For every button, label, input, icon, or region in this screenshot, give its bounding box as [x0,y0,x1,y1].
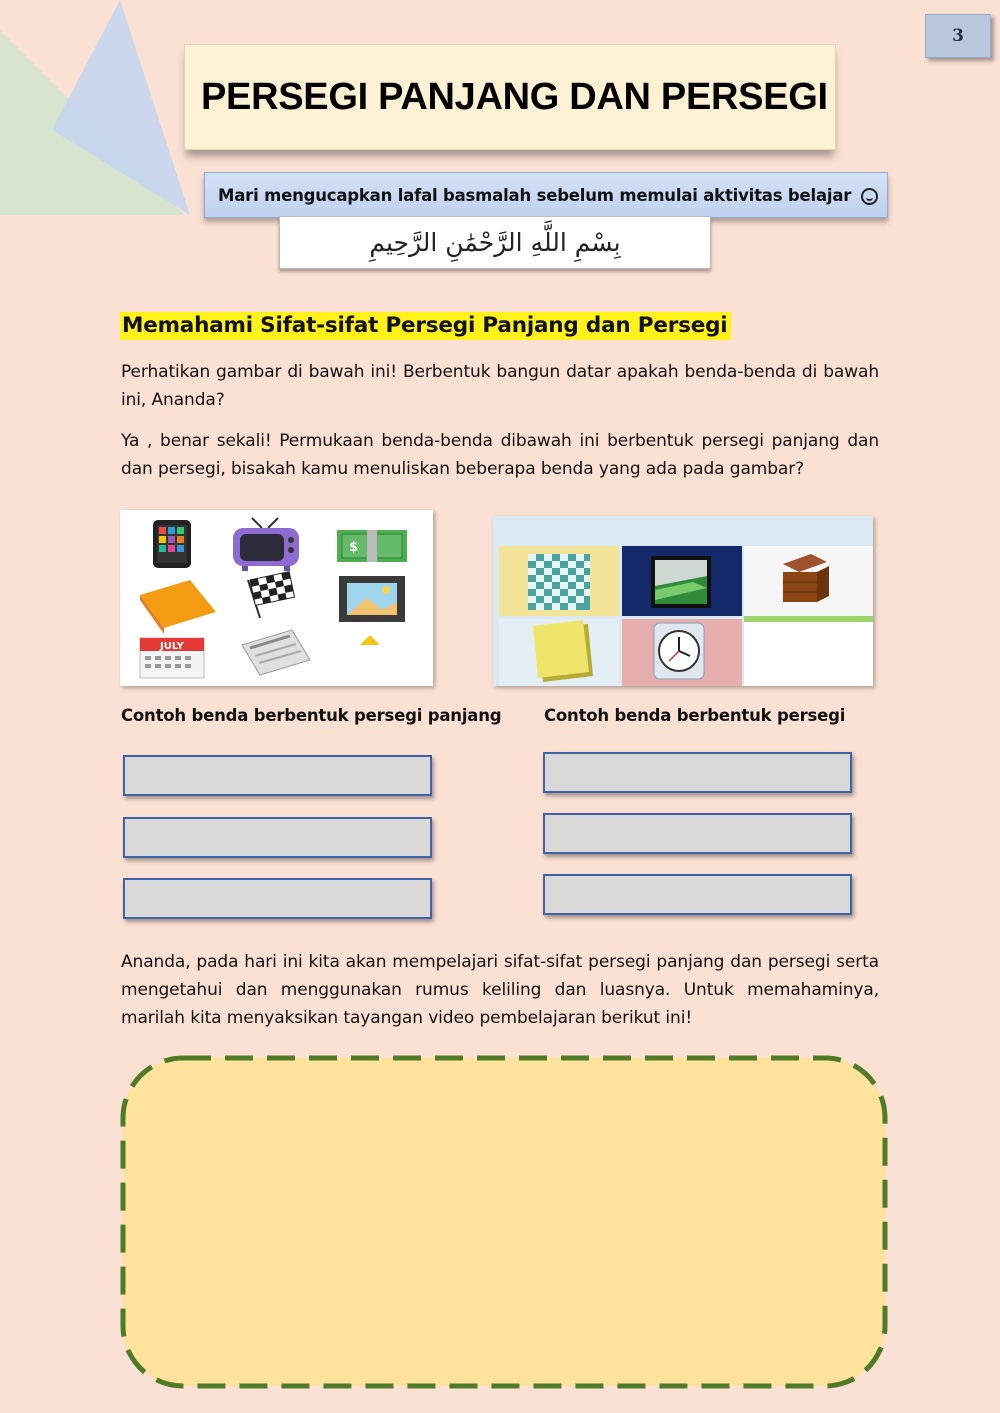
prayer-banner [204,172,888,218]
calendar-icon [140,638,204,678]
square-answer-2[interactable] [543,813,852,854]
smile-icon [861,188,878,205]
page-title: PERSEGI PANJANG DAN PERSEGI [201,75,828,118]
tablet-icon [153,520,191,568]
triangle-shape [360,635,380,645]
calendar-month: JULY [160,641,184,652]
square-objects-illustration [493,516,873,686]
prayer-text-label: Mari mengucapkan lafal basmalah sebelum memulai aktivitas belajar [218,185,852,205]
square-objects-image [493,516,873,686]
square-answer-1[interactable] [543,752,852,793]
page-number: 3 [925,14,991,58]
basmalah-box [279,216,711,269]
basmalah-calligraphy: بِسْمِ اللَّهِ الرَّحْمَٰنِ الرَّحِيمِ [369,228,621,257]
sticky-notes-icon [499,619,619,686]
money-symbol: $ [349,540,359,555]
square-examples-label: Contoh benda berbentuk persegi [544,706,846,725]
title-box [184,44,836,150]
wooden-box-icon [744,546,873,622]
picture-frame-icon [339,576,405,622]
chessboard-icon [499,546,619,616]
photo-icon [622,546,742,616]
television-icon [233,518,299,571]
rectangle-answer-2[interactable] [123,817,432,858]
confirmation-paragraph: Ya , benar sekali! Permukaan benda-benda dibawah ini berbentuk persegi panjang dan dan persegi, bisakah kamu menuliskan beberapa benda yang ada pada gambar? [121,431,879,479]
rectangle-objects-illustration [120,510,433,686]
rectangle-answer-3[interactable] [123,878,432,919]
checkered-flag-icon [248,572,295,618]
newspaper-icon [242,630,310,675]
rectangle-examples-label: Contoh benda berbentuk persegi panjang [121,706,502,725]
video-placeholder[interactable] [120,1055,890,1391]
video-intro-paragraph: Ananda, pada hari ini kita akan mempelajari sifat-sifat persegi panjang dan persegi serta mengetahui dan menggunakan rumus keliling dan luasnya. Untuk memahaminya, marilah kita menyaksikan tayangan video pembelajaran berikut ini! [121,952,879,1028]
square-answer-3[interactable] [543,874,852,915]
rectangle-answer-1[interactable] [123,755,432,796]
rectangle-objects-image [120,510,433,686]
money-icon [337,530,407,562]
section-heading: Memahami Sifat-sifat Persegi Panjang dan Persegi [120,312,731,340]
clock-icon [622,619,742,686]
prayer-text [218,186,878,205]
instruction-paragraph: Perhatikan gambar di bawah ini! Berbentuk bangun datar apakah benda-benda di bawah ini, Ananda? [121,362,879,410]
video-placeholder-frame [123,1058,885,1386]
book-icon [140,580,216,634]
